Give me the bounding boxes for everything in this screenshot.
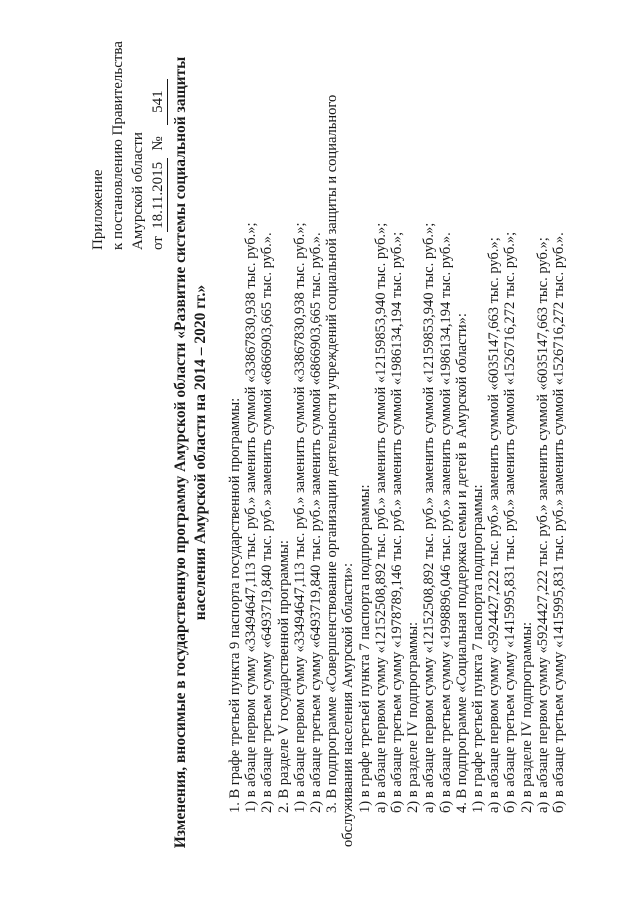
appendix-line-region: Амурской области — [130, 132, 146, 250]
body-line: 4. В подпрограмме «Социальная поддержка семьи и детей в Амурской области»: — [453, 313, 470, 813]
document-body — [227, 87, 567, 847]
body-line: 2) в разделе IV подпрограммы: — [405, 621, 422, 813]
appendix-label: Приложение — [90, 169, 106, 250]
number-sign: № — [150, 136, 166, 151]
body-line: 1) в графе третьей пункта 7 паспорта подпрограммы: — [470, 484, 487, 813]
body-line: 2) в абзаце третьем сумму «6493719,840 тыс. руб.» заменить суммой «6866903,665 тыс. руб.». — [259, 232, 276, 813]
title-line-2: населения Амурской области на 2014 – 2020 гг.» — [192, 284, 209, 621]
body-line: а) в абзаце первом сумму «12152508,892 тыс. руб.» заменить суммой «12159853,940 тыс. руб.»; — [421, 222, 438, 813]
body-line: 2) в абзаце третьем сумму «6493719,840 тыс. руб.» заменить суммой «6866903,665 тыс. руб.». — [308, 232, 325, 813]
body-line: 1) в графе третьей пункта 7 паспорта подпрограммы: — [356, 484, 373, 813]
body-line: а) в абзаце первом сумму «12152508,892 тыс. руб.» заменить суммой «12159853,940 тыс. руб.»; — [372, 222, 389, 813]
body-line: обслуживания населения Амурской области»: — [340, 562, 357, 847]
body-line: 2. В разделе V государственной программы: — [275, 540, 292, 813]
body-line: б) в абзаце третьем сумму «1998896,046 тыс. руб.» заменить суммой «1986134,194 тыс. руб.». — [437, 232, 454, 813]
body-line: 2) в разделе IV подпрограммы: — [518, 621, 535, 813]
body-line: а) в абзаце первом сумму «5924427,222 тыс. руб.» заменить суммой «6035147,663 тыс. руб.»; — [534, 237, 551, 813]
resolution-date: 18.11.2015 — [150, 158, 168, 232]
appendix-date-line — [148, 10, 168, 250]
body-line: 1) в абзаце первом сумму «33494647,113 тыс. руб.» заменить суммой «33867830,938 тыс. руб.»; — [291, 222, 308, 813]
appendix-line-resolution: к постановлению Правительства — [110, 41, 126, 250]
document-title — [171, 0, 211, 905]
title-line-1: Изменения, вносимые в государственную программу Амурской области «Развитие системы социальной защиты — [172, 56, 189, 849]
body-line: а) в абзаце первом сумму «5924427,222 тыс. руб.» заменить суммой «6035147,663 тыс. руб.»; — [486, 237, 503, 813]
body-line: б) в абзаце третьем сумму «1978789,146 тыс. руб.» заменить суммой «1986134,194 тыс. руб.»; — [389, 231, 406, 813]
body-line: б) в абзаце третьем сумму «1415995,831 тыс. руб.» заменить суммой «1526716,272 тыс. руб.». — [551, 232, 568, 813]
body-line: 1) в абзаце первом сумму «33494647,113 тыс. руб.» заменить суммой «33867830,938 тыс. руб.»; — [243, 222, 260, 813]
appendix-block — [88, 10, 168, 250]
body-line: б) в абзаце третьем сумму «1415995,831 тыс. руб.» заменить суммой «1526716,272 тыс. руб.»; — [502, 231, 519, 813]
resolution-number: 541 — [150, 79, 168, 125]
date-prefix: от — [150, 236, 166, 250]
body-line: 1. В графе третьей пункта 9 паспорта государственной программы: — [227, 397, 243, 813]
body-line: 3. В подпрограмме «Совершенствование организации деятельности учреждений социальной защиты и социального — [324, 94, 341, 813]
